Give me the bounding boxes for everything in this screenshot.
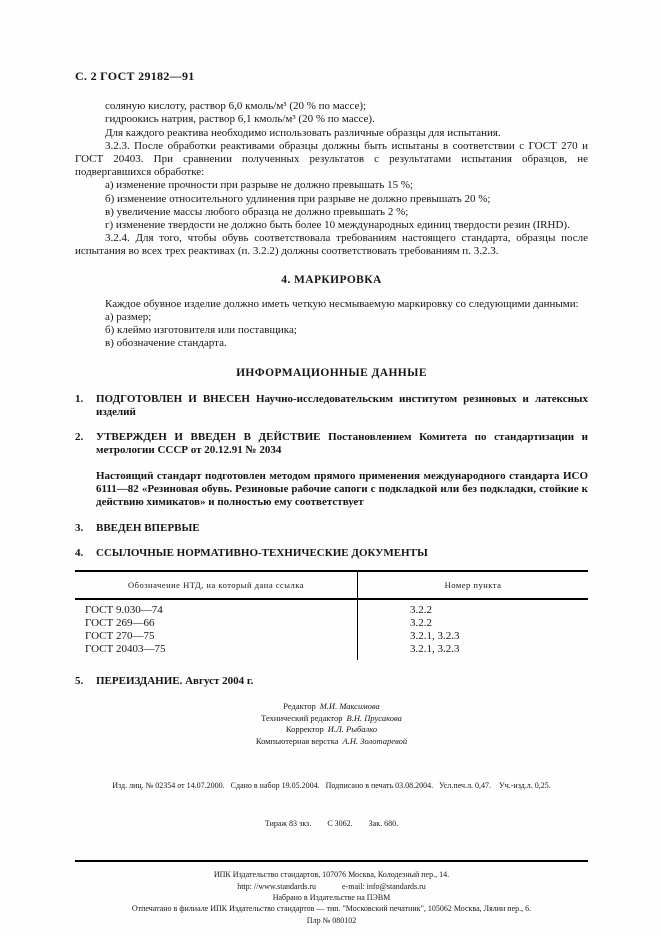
table-row [75,643,588,660]
staff-line [75,713,588,725]
item-text: ПЕРЕИЗДАНИЕ. Август 2004 г. [96,674,254,687]
role-label: Компьютерная верстка [255,735,339,746]
list-item: а) размер; [105,311,152,324]
table-header-cell: Обозначение НТД, на который дана ссылка [75,571,358,599]
section-heading-markirovka: 4. МАРКИРОВКА [281,273,382,286]
table-cell: ГОСТ 9.030—74 [75,599,358,617]
table-cell: 3.2.2 [410,603,432,616]
running-header: С. 2 ГОСТ 29182—91 [75,69,195,83]
imprint-line-1: Изд. лиц. № 02354 от 14.07.2000. Сдано в набор 19.05.2004. Подписано в печать 03.08.2004. Усл.печ.л. 0,47. Уч.-изд.л. 0,25. [112,781,551,791]
person-name: М.И. Максимова [319,701,380,712]
table-header-row [75,571,588,599]
table-cell: ГОСТ 269—66 [75,617,358,630]
table-row [75,599,588,617]
person-name: В.Н. Прусакова [346,712,402,723]
info-item-3 [75,522,588,535]
table-cell: ГОСТ 20403—75 [75,643,358,660]
publisher-line: Плр № 080102 [306,915,357,925]
publisher-line: ИПК Издательство стандартов, 107076 Москва, Колодезный пер., 14. [213,870,450,880]
item-number: 1. [75,392,84,405]
role-label: Технический редактор [261,712,343,723]
list-item: а) изменение прочности при разрыве не должно превышать 15 %; [105,179,414,192]
paragraph: 3.2.3. После обработки реактивами образцы должны быть испытаны в соответствии с ГОСТ 270 и ГОСТ 20403. При сравнении полученных результатов с результатами испытания образцов, не подвергавшихся обработке: [75,139,588,179]
publisher-line: Отпечатано в филиале ИПК Издательство стандартов — тип. "Московский печатник", 105062 Москва, Лялин пер., 6. [131,904,532,914]
list-item: б) изменение относительного удлинения при разрыве не должно превышать 20 %; [105,192,491,205]
item-text: ПОДГОТОВЛЕН И ВНЕСЕН Научно-исследовательским институтом резиновых и латексных изделий [96,392,588,419]
item-number: 3. [75,522,84,535]
divider-rule [75,860,588,862]
list-item: б) клеймо изготовителя или поставщика; [105,324,297,337]
person-name: И.Л. Рыбалко [327,724,378,735]
table-header-cell: Номер пункта [358,571,589,599]
info-data-heading: ИНФОРМАЦИОННЫЕ ДАННЫЕ [236,366,427,379]
paragraph: Для каждого реактива необходимо использовать различные образцы для испытания. [105,126,501,139]
list-item: в) обозначение стандарта. [105,337,227,350]
staff-line [75,701,588,713]
item-text: УТВЕРЖДЕН И ВВЕДЕН В ДЕЙСТВИЕ Постановлением Комитета по стандартизации и метрологии СССР от 20.12.91 № 2034 [96,431,588,457]
paragraph: Каждое обувное изделие должно иметь четкую несмываемую маркировку со следующими данными: [105,297,579,310]
paragraph: соляную кислоту, раствор 6,0 кмоль/м³ (20 % по массе); [105,100,367,113]
paragraph: гидроокись натрия, раствор 6,1 кмоль/м³ (20 % по массе). [105,113,375,126]
item-number: 4. [75,547,84,560]
role-label: Редактор [283,701,316,712]
list-item: г) изменение твердости не должно быть более 10 международных единиц твердости резин (IRHD). [105,219,570,232]
table-cell: 3.2.1, 3.2.3 [410,629,460,642]
info-item-4 [75,547,588,560]
publisher-line: Набрано в Издательстве на ПЭВМ [272,893,391,903]
staff-line [75,736,588,748]
table-cell: 3.2.1, 3.2.3 [410,642,460,655]
role-label: Корректор [285,724,324,735]
paragraph: 3.2.4. Для того, чтобы обувь соответствовала требованиям настоящего стандарта, образцы после испытания во всех трех реактивах (п. 3.2.2) должны соответствовать требованиям п. 3.2.3. [75,232,588,258]
publisher-line: http: //www.standards.ru e-mail: info@standards.ru [237,881,426,891]
person-name: А.Н. Золотаревой [342,735,408,746]
item-text: ССЫЛОЧНЫЕ НОРМАТИВНО-ТЕХНИЧЕСКИЕ ДОКУМЕНТЫ [96,547,428,560]
staff-line [75,724,588,736]
imprint-line-2: Тираж 83 экз. С 3062. Зак. 680. [264,818,399,828]
table-row [75,617,588,630]
item-text: ВВЕДЕН ВПЕРВЫЕ [96,522,200,535]
table-cell: ГОСТ 270—75 [75,630,358,643]
colophon-staff [75,701,588,747]
imprint-block [75,755,588,855]
item-number: 5. [75,674,84,687]
info-item-2 [75,431,588,457]
list-item: в) увеличение массы любого образца не должно превышать 2 %; [105,205,409,218]
table-cell: 3.2.2 [410,616,432,629]
iso-note: Настоящий стандарт подготовлен методом прямого применения международного стандарта ИСО 6111—82 «Резиновая обувь. Резиновые рабочие сапоги с подкладкой или без подкладки, стойкие к действию химикатов» и полностью ему соответствует [96,469,588,509]
info-item-1 [75,393,588,419]
table-row [75,630,588,643]
info-item-5 [75,675,588,688]
ntd-reference-table [75,570,588,660]
publisher-block [75,869,588,925]
item-number: 2. [75,431,84,444]
